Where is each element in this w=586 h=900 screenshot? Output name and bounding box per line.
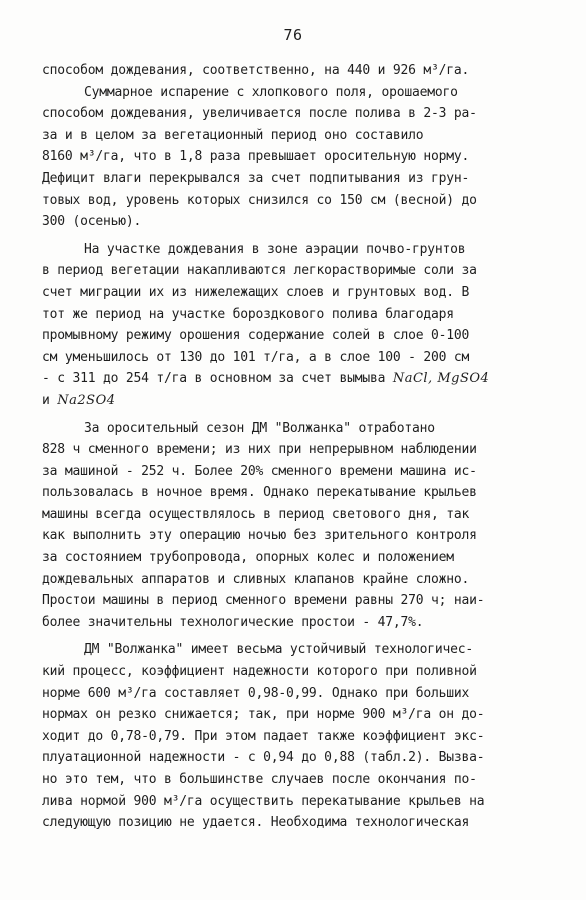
text-line: за и в целом за вегетационный период оно составило xyxy=(42,127,424,143)
text-line: плуатационной надежности - с 0,94 до 0,88 (табл.2). Вызва- xyxy=(42,750,485,766)
text-line: тот же период на участке бороздкового полива благодаря xyxy=(42,306,454,322)
text-line: но это тем, что в большинстве случаев после окончания по- xyxy=(42,772,477,787)
text-line: в период вегетации накапливаются легкорастворимые соли за xyxy=(42,263,477,279)
text-line: кий процесс, коэффициент надежности которого при поливной xyxy=(42,664,477,680)
text-line: Суммарное испарение с хлопкового поля, орошаемого xyxy=(84,84,458,100)
text-line: способом дождевания, соответственно, на 440 и 926 м³/га. xyxy=(42,63,470,78)
text-line: норме 600 м³/га составляет 0,98-0,99. Однако при больших xyxy=(42,685,470,701)
text-line: товых вод, уровень которых снизился со 150 см (весной) до xyxy=(42,192,477,208)
text-line: за состоянием трубопровода, опорных колес и положением xyxy=(42,550,454,566)
text-line: и xyxy=(42,392,58,408)
text-line: следующую позицию не удается. Необходима технологическая xyxy=(42,815,470,831)
text-line: За оросительный сезон ДМ "Волжанка" отработано xyxy=(84,420,435,436)
text-line: - с 311 до 254 т/га в основном за счет вымыва xyxy=(42,371,393,387)
text-line: счет миграции их из нижележащих слоев и грунтовых вод. В xyxy=(42,284,470,300)
text-line: как выполнить эту операцию ночью без зрительного контроля xyxy=(42,528,477,544)
text-line: способом дождевания, увеличивается после полива в 2-3 ра- xyxy=(42,106,477,122)
text-line: см уменьшилось от 130 до 101 т/га, а в слое 100 - 200 см xyxy=(42,349,470,365)
text-line-with-handwriting xyxy=(42,368,542,390)
text-line: более значительны технологические простои - 47,7%. xyxy=(42,614,424,630)
text-line: за машиной - 252 ч. Более 20% сменного времени машина ис- xyxy=(42,463,477,479)
text-line: 828 ч сменного времени; из них при непрерывном наблюдении xyxy=(42,442,477,458)
text-line: нормах он резко снижается; так, при норме 900 м³/га он до- xyxy=(42,707,485,723)
text-line: Дефицит влаги перекрывался за счет подпитывания из грун- xyxy=(42,170,470,186)
text-line: дождевальных аппаратов и сливных клапанов крайне сложно. xyxy=(42,571,470,587)
handwritten-annotation: Na2SO4 xyxy=(57,392,116,408)
text-line-with-handwriting xyxy=(42,390,542,412)
text-line: промывному режиму орошения содержание солей в слое 0-100 xyxy=(42,328,470,344)
text-line: машины всегда осуществлялось в период светового дня, так xyxy=(42,506,470,522)
handwritten-annotation: NaCl, MgSO4 xyxy=(392,371,490,387)
text-line: На участке дождевания в зоне аэрации почво-грунтов xyxy=(84,241,466,257)
page-number: 76 xyxy=(283,26,303,44)
text-line: лива нормой 900 м³/га осуществить перекатывание крыльев на xyxy=(42,793,485,809)
text-line: 8160 м³/га, что в 1,8 раза превышает оросительную норму. xyxy=(42,149,470,165)
text-line: 300 (осенью). xyxy=(42,214,142,230)
text-line: ходит до 0,78-0,79. При этом падает также коэффициент экс- xyxy=(42,728,485,744)
text-line: ДМ "Волжанка" имеет весьма устойчивый технологичес- xyxy=(84,642,473,658)
body-text xyxy=(42,60,542,834)
text-line: Простои машины в период сменного времени равны 270 ч; наи- xyxy=(42,593,485,609)
text-line: пользовалась в ночное время. Однако перекатывание крыльев xyxy=(42,485,477,501)
